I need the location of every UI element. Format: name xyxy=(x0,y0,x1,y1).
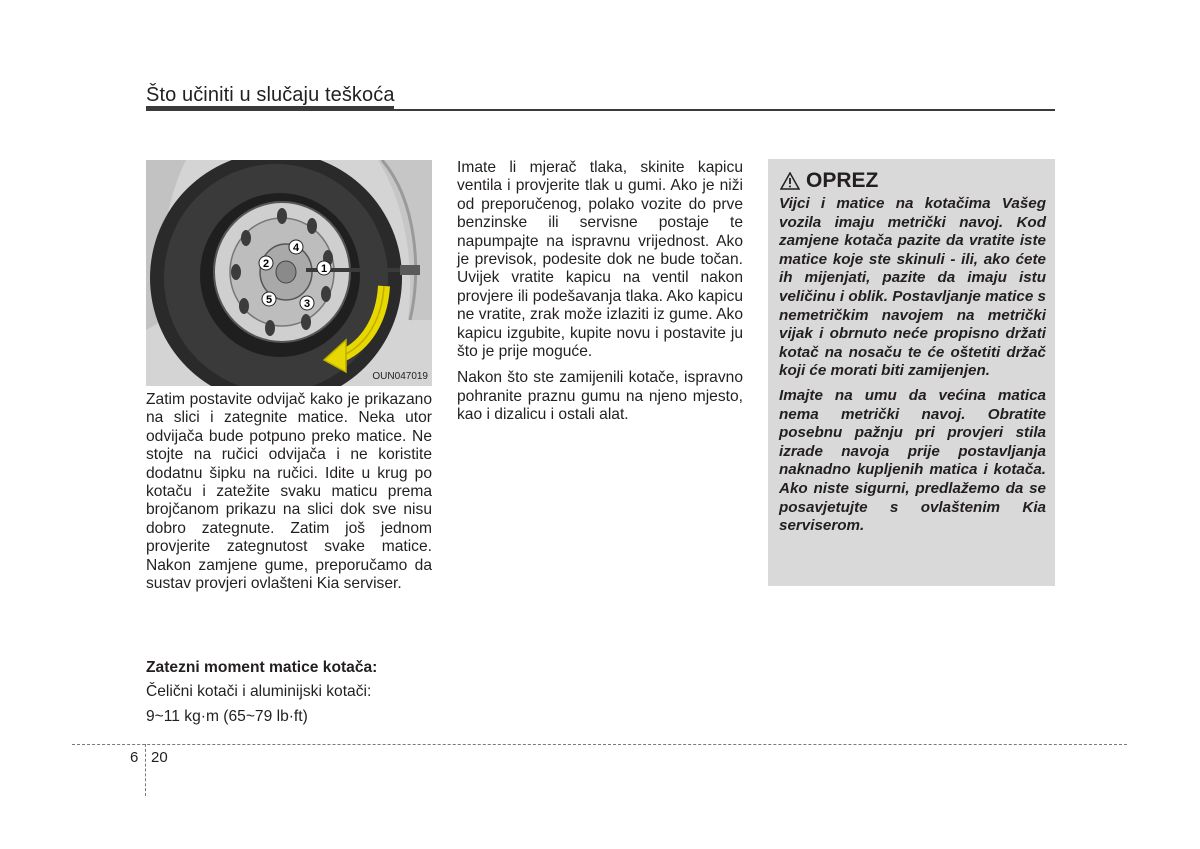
torque-wheels: Čelični kotači i aluminijski kotači: xyxy=(146,683,372,701)
pressure-paragraph: Imate li mjerač tlaka, skinite kapicu ventila i provjerite tlak u gumi. Ako je niži od preporučenog, polako vozite do prve benzinske ili servisne postaje te napumpajte na ispravnu vrijednost. Ako je previsok, podesite dok ne bude točan. Uvijek vratite kapicu na ventil nakon provjere ili podešavanja tlaka. Ako kapicu ne vratite, zrak može izlaziti iz gume. Ako kapicu izgubite, kupite novu i postavite ju što je prije moguće. xyxy=(457,159,743,361)
bolt-label-2: 2 xyxy=(262,258,270,270)
section-number: 6 xyxy=(130,749,139,766)
caution-box xyxy=(768,159,1055,586)
header-rule-thick xyxy=(146,106,394,111)
bolt-label-4: 4 xyxy=(292,242,300,254)
torque-heading: Zatezni moment matice kotača: xyxy=(146,659,378,676)
bolt-label-1: 1 xyxy=(320,263,328,275)
caution-header xyxy=(780,169,878,193)
page-header-title: Što učiniti u slučaju teškoća xyxy=(146,84,395,106)
wheel-drawing xyxy=(146,160,432,386)
instructions-column-2 xyxy=(457,159,743,433)
torque-value: 9~11 kg·m (65~79 lb·ft) xyxy=(146,707,308,725)
footer-rule xyxy=(72,744,1127,745)
caution-body xyxy=(779,195,1046,542)
caution-paragraph-2: Imajte na umu da većina matica nema metrički navoj. Obratite posebnu pažnju pri provjeri stila izrade navoja prije postavljanja naknadno kupljenih matica i kotača. Ako niste sigurni, predlažemo da se posavjetujte s ovlaštenim Kia serviserom. xyxy=(779,386,1046,535)
storage-paragraph: Nakon što ste zamijenili kotače, ispravno pohranite praznu gumu na njeno mjesto, kao i dizalicu i ostali alat. xyxy=(457,369,743,424)
page-number: 20 xyxy=(151,749,168,766)
header-rule-thin xyxy=(394,109,1055,111)
footer-divider xyxy=(145,744,146,796)
tightening-paragraph: Zatim postavite odvijač kako je prikazano na slici i zategnite matice. Neka utor odvijača bude potpuno preko matice. Ne stojte na ručici odvijača i ne koristite dodatnu šipku na ručici. Idite u krug po kotaču i zatežite svaku maticu prema brojčanom prikazu na slici dok sve nisu dobro zategnute. Zatim još jednom provjerite zategnutost svake matice. Nakon zamjene gume, preporučamo da sustav provjeri ovlašteni Kia serviser. xyxy=(146,391,432,593)
warning-triangle-icon xyxy=(780,172,800,190)
torque-section xyxy=(146,659,436,732)
bolt-label-5: 5 xyxy=(265,294,273,306)
bolt-label-3: 3 xyxy=(303,298,311,310)
figure-code: OUN047019 xyxy=(372,371,428,382)
caution-paragraph-1: Vijci i matice na kotačima Vašeg vozila imaju metrički navoj. Kod zamjene kotača pazite da vratite iste matice koje ste skinuli - ili, ako ćete ih mijenjati, pazite da imaju istu veličinu i oblik. Postavljanje matice s nemetričkim navojem na metrički vijak i obrnuto neće propisno držati kotač na nosaču te će oštetiti držač koji će morati biti zamijenjen. xyxy=(779,195,1046,380)
caution-title: OPREZ xyxy=(806,169,879,192)
instructions-column-1 xyxy=(146,391,432,601)
wheel-illustration xyxy=(146,160,432,386)
